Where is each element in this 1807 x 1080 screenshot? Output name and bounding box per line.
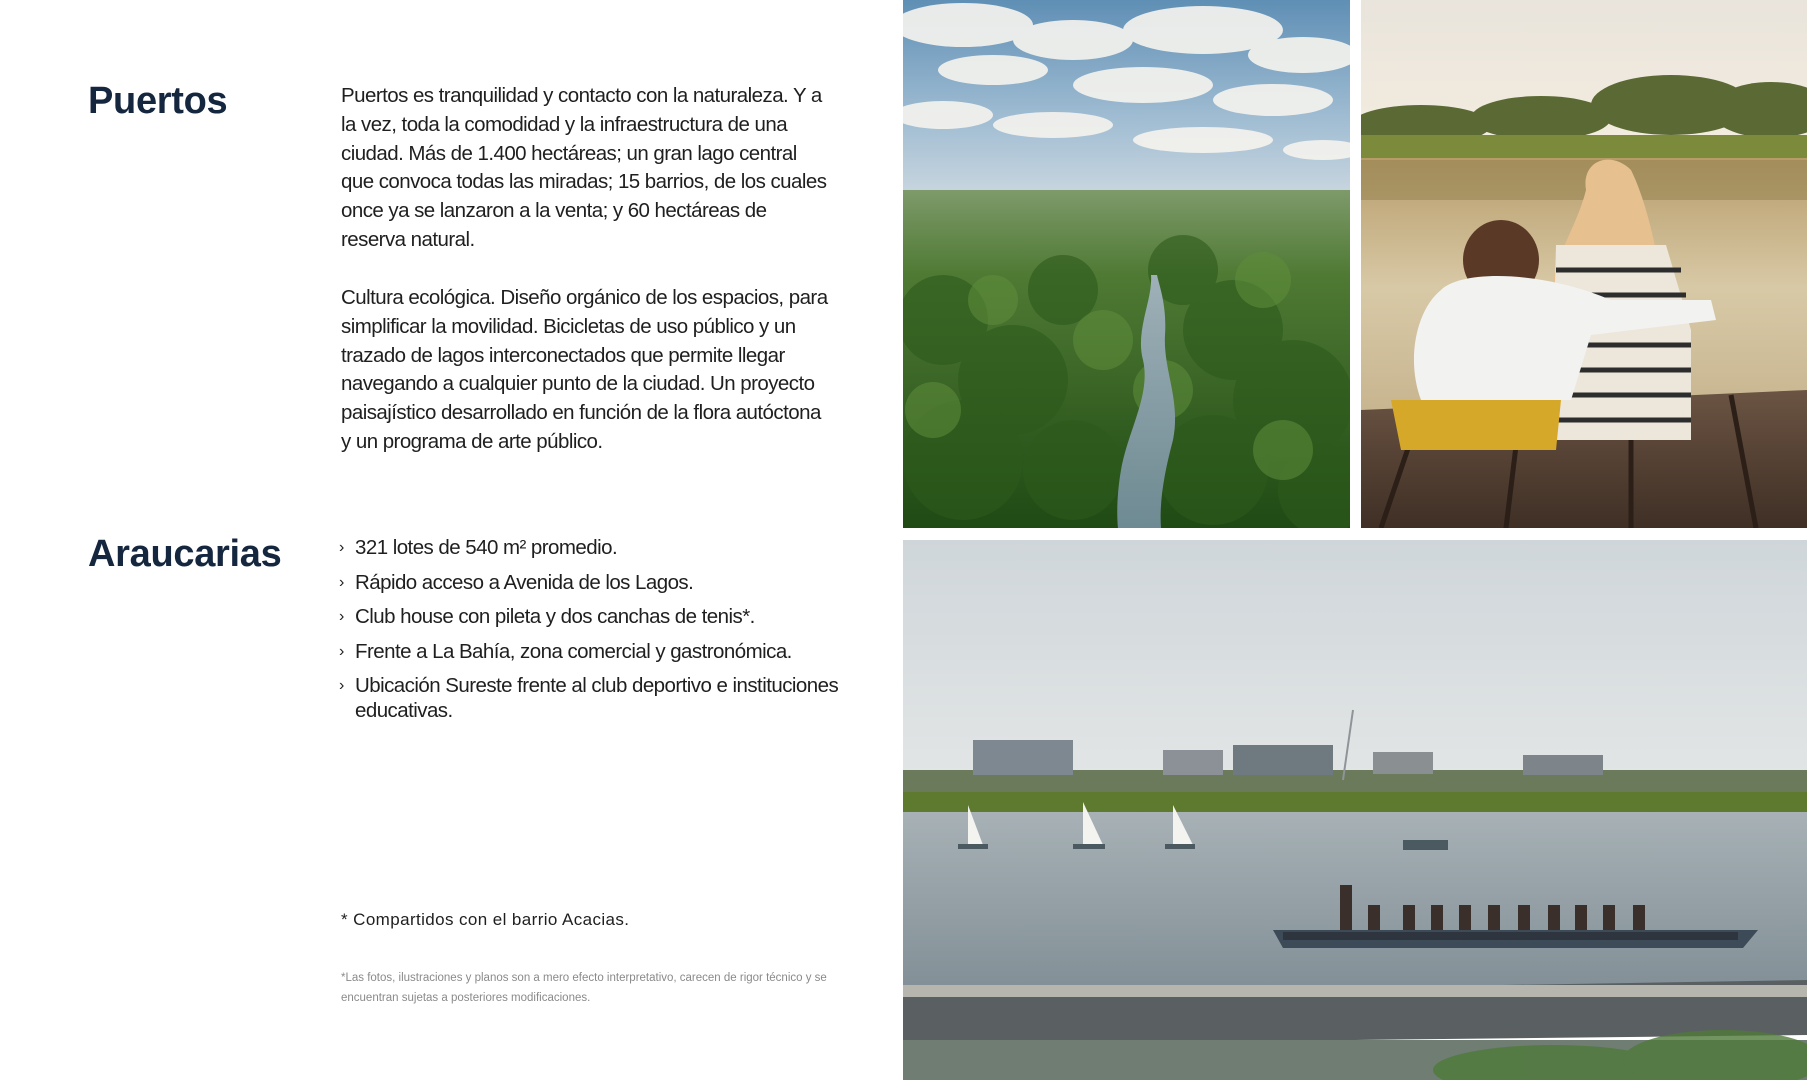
list-item-text: Ubicación Sureste frente al club deportivo e instituciones educativas. <box>355 674 839 722</box>
chevron-right-icon: › <box>339 608 344 625</box>
list-item <box>339 673 839 723</box>
puertos-paragraph-2: Cultura ecológica. Diseño orgánico de los espacios, para simplificar la movilidad. Bicicletas de uso público y un trazado de lagos interconectados que permite llegar navegando a cualquier punto de la ciudad. Un proyecto paisajístico desarrollado en función de la flora autóctona y un programa de arte público. <box>341 286 828 453</box>
chevron-right-icon: › <box>339 539 344 556</box>
list-item <box>339 639 839 664</box>
araucarias-feature-list <box>339 535 839 733</box>
list-item <box>339 604 839 629</box>
list-item-text: 321 lotes de 540 m² promedio. <box>355 536 618 559</box>
list-item-text: Rápido acceso a Avenida de los Lagos. <box>355 570 694 594</box>
lake-dragon-boat-photo <box>903 540 1807 1080</box>
list-item-text: Club house con pileta y dos canchas de tenis*. <box>355 605 755 628</box>
puertos-paragraph-1: Puertos es tranquilidad y contacto con la naturaleza. Y a la vez, toda la comodidad y la infraestructura de una ciudad. Más de 1.400 hectáreas; un gran lago central que convoca todas las miradas; 15 barrios, de los cuales once ya se lanzaron a la venta; y 60 hectáreas de reserva natural. <box>341 84 827 251</box>
section-title-puertos: Puertos <box>88 80 228 122</box>
chevron-right-icon: › <box>339 642 344 660</box>
children-dock-photo <box>1361 0 1807 528</box>
chevron-right-icon: › <box>339 573 344 591</box>
aerial-river-photo <box>903 0 1350 528</box>
footnote: * Compartidos con el barrio Acacias. <box>341 910 630 929</box>
list-item-text: Frente a La Bahía, zona comercial y gastronómica. <box>355 639 792 663</box>
disclaimer: *Las fotos, ilustraciones y planos son a mero efecto interpretativo, carecen de rigor técnico y se encuentran sujetas a posteriores modificaciones. <box>341 972 827 1004</box>
chevron-right-icon: › <box>339 677 344 694</box>
section-title-araucarias: Araucarias <box>88 533 282 575</box>
list-item <box>339 535 839 560</box>
list-item <box>339 570 839 595</box>
